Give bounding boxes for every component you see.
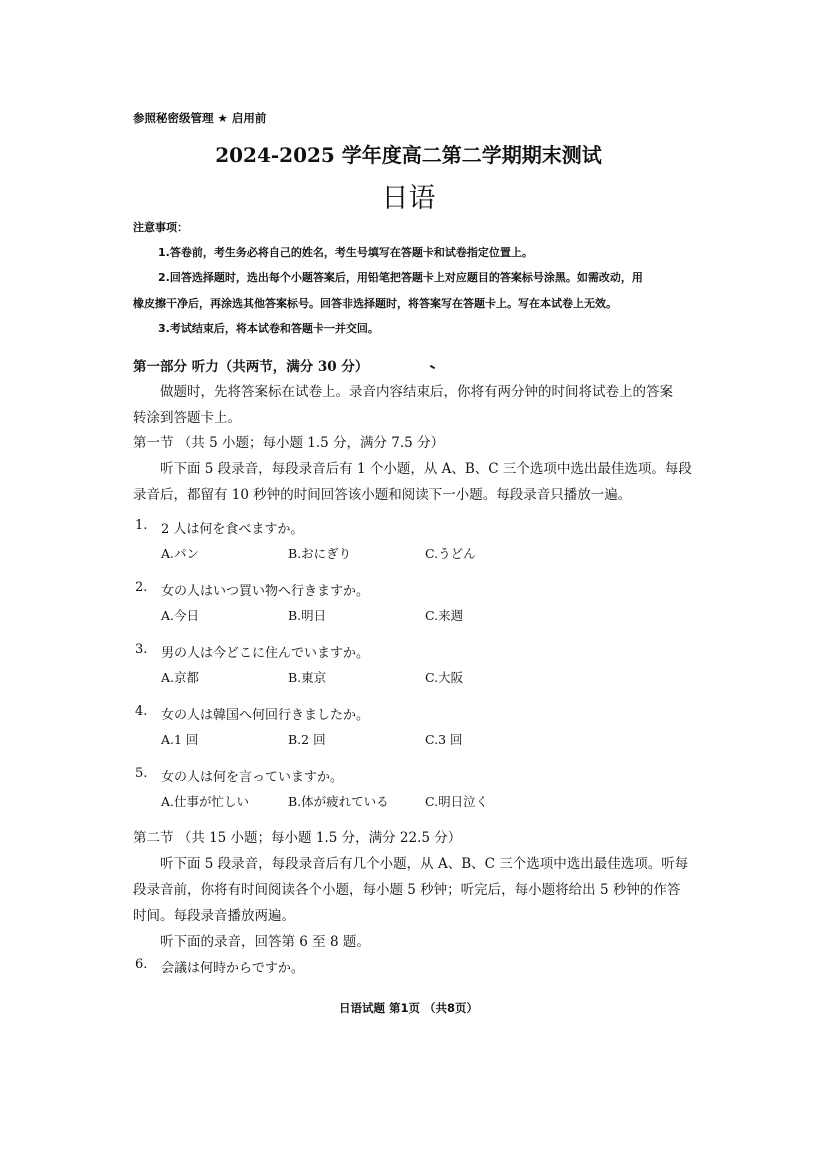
option-c: C.来週: [425, 608, 464, 623]
question-number: 1.: [135, 518, 148, 533]
note-item: 1.答卷前，考生务必将自己的姓名，考生号填写在答题卡和试卷指定位置上。: [158, 246, 533, 259]
option-a: A.1 回: [161, 732, 199, 747]
option-b: B.明日: [288, 608, 327, 623]
section1-instruction: 听下面 5 段录音，每段录音后有 1 个小题，从 A、B、C 三个选项中选出最佳选项。每段: [160, 461, 692, 477]
exam-title: 2024-2025 学年度高二第二学期期末测试: [215, 143, 602, 167]
option-b: B.体が疲れている: [288, 794, 389, 809]
section2-instruction: 段录音前，你将有时间阅读各个小题，每小题 5 秒钟；听完后，每小题将给出 5 秒钟的作答: [133, 882, 681, 898]
question-text: 2 人は何を食べますか。: [161, 522, 304, 537]
option-c: C.明日泣く: [425, 794, 489, 809]
option-a: A.今日: [161, 608, 200, 623]
section2-heading: 第二节 （共 15 小题；每小题 1.5 分，满分 22.5 分）: [133, 830, 462, 846]
notes-heading: 注意事项：: [133, 221, 188, 234]
option-a: A.パン: [161, 546, 200, 561]
section2-instruction: 时间。每段录音播放两遍。: [133, 908, 295, 924]
section2-instruction: 听下面 5 段录音，每段录音后有几个小题，从 A、B、C 三个选项中选出最佳选项。听每: [160, 856, 689, 872]
question-number: 3.: [135, 642, 148, 657]
question-text: 会議は何時からですか。: [161, 961, 304, 976]
question-number: 5.: [135, 766, 148, 781]
part1-intro-line: 转涂到答题卡上。: [133, 410, 241, 426]
note-item: 2.回答选择题时，选出每个小题答案后，用铅笔把答题卡上对应题目的答案标号涂黑。如需改动，用: [158, 271, 643, 284]
question-text: 女の人は何を言っていますか。: [161, 770, 344, 785]
question-number: 4.: [135, 704, 148, 719]
option-c: C.うどん: [425, 546, 476, 561]
question-text: 女の人はいつ買い物へ行きますか。: [161, 584, 370, 599]
question-text: 女の人は韓国へ何回行きましたか。: [161, 708, 370, 723]
question-number: 6.: [135, 957, 148, 972]
note-item: 橡皮擦干净后，再涂选其他答案标号。回答非选择题时，将答案写在答题卡上。写在本试卷上无效。: [133, 297, 617, 310]
note-item: 3.考试结束后，将本试卷和答题卡一并交回。: [158, 322, 379, 335]
question-text: 男の人は今どこに住んでいますか。: [161, 646, 370, 661]
option-b: B.おにぎり: [288, 546, 352, 561]
option-c: C.大阪: [425, 670, 464, 685]
option-c: C.3 回: [425, 732, 463, 747]
section2-instruction: 听下面的录音，回答第 6 至 8 题。: [160, 934, 370, 950]
section1-instruction: 录音后，都留有 10 秒钟的时间回答该小题和阅读下一小题。每段录音只播放一遍。: [133, 487, 632, 503]
stray-mark: [430, 365, 435, 369]
option-a: A.仕事が忙しい: [161, 794, 250, 809]
section1-heading: 第一节 （共 5 小题；每小题 1.5 分，满分 7.5 分）: [133, 435, 445, 451]
subject-title: 日语: [381, 183, 436, 214]
part1-heading: 第一部分 听力（共两节，满分 30 分）: [133, 359, 369, 375]
question-number: 2.: [135, 580, 148, 595]
option-b: B.東京: [288, 670, 327, 685]
part1-intro-line: 做题时，先将答案标在试卷上。录音内容结束后，你将有两分钟的时间将试卷上的答案: [160, 384, 673, 400]
secret-label: 参照秘密级管理 ★ 启用前: [133, 111, 267, 125]
option-b: B.2 回: [288, 732, 326, 747]
option-a: A.京都: [161, 670, 200, 685]
page-footer: 日语试题 第1页 （共8页）: [338, 1001, 478, 1015]
